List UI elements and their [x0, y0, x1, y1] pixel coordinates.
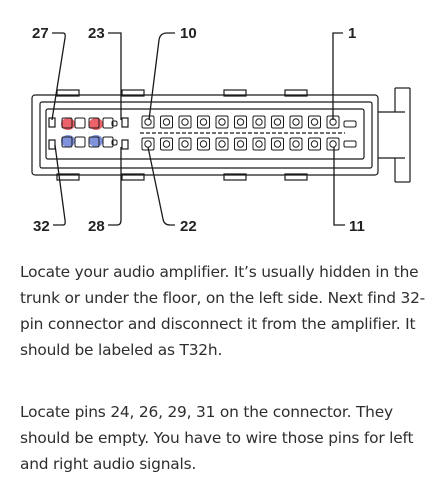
pin-cavity: [163, 141, 169, 147]
pin-cavity: [309, 138, 321, 150]
pin-label-10: 10: [180, 25, 197, 42]
pin-cavity: [311, 119, 317, 125]
pin-cavity: [327, 138, 339, 150]
pin-label-28: 28: [88, 218, 105, 235]
connector-inner-frame: [40, 102, 372, 168]
connector-housing: [32, 95, 378, 175]
pin-cavity: [161, 138, 173, 150]
pin-cavity: [256, 141, 262, 147]
pin-cavity: [145, 119, 151, 125]
pin-cavity: [179, 116, 191, 128]
pin-cavity: [272, 116, 284, 128]
pin-cavity: [290, 116, 302, 128]
pin-cavity: [182, 141, 188, 147]
pin-cavity: [182, 119, 188, 125]
pin-cavity: [75, 137, 85, 147]
instruction-paragraph-2: Locate pins 24, 26, 29, 31 on the connector. They should be empty. You have to wire those pins for left and right audio signals.: [20, 403, 414, 473]
leader-line-10: [149, 33, 175, 120]
leader-line-1: [333, 33, 343, 120]
pin-cavity: [179, 138, 191, 150]
pin-cavity: [142, 116, 154, 128]
pin-label-27: 27: [32, 25, 49, 42]
pin-cavity: [200, 141, 206, 147]
pin-cavity: [274, 119, 280, 125]
pin-cavity: [272, 138, 284, 150]
pin-cavity: [293, 141, 299, 147]
pin-cavity: [161, 116, 173, 128]
pin-cavity: [256, 119, 262, 125]
pin-label-23: 23: [88, 25, 105, 42]
pin-cavity: [309, 116, 321, 128]
pin-cavity: [330, 141, 336, 147]
pin-cavity: [290, 138, 302, 150]
pin-cavity: [344, 121, 356, 127]
coding-key: [49, 140, 55, 149]
pin-label-32: 32: [33, 218, 50, 235]
pin-cavity: [198, 116, 210, 128]
leader-line-27: [52, 33, 65, 120]
pin-cavity: [198, 138, 210, 150]
pin-cavity: [216, 138, 228, 150]
pin-label-11: 11: [349, 218, 365, 235]
pin-cavity: [237, 141, 243, 147]
latch-arm: [378, 88, 410, 182]
pin-cavity: [235, 138, 247, 150]
coding-key: [122, 118, 128, 127]
pin-cavity: [200, 119, 206, 125]
pin-cavity: [237, 119, 243, 125]
pin-cavity: [75, 118, 85, 128]
pin-cavity: [145, 141, 151, 147]
pin-cavity: [216, 116, 228, 128]
pin-cavity: [219, 119, 225, 125]
pin-label-22: 22: [180, 218, 197, 235]
pin-cavity: [235, 116, 247, 128]
pin-cavity: [293, 119, 299, 125]
coding-key: [122, 140, 128, 149]
leader-line-32: [53, 145, 65, 225]
pin-cavity: [163, 119, 169, 125]
leader-line-23: [108, 33, 121, 120]
pin-cavity: [274, 141, 280, 147]
pin-cavity: [344, 141, 356, 147]
pin-cavity: [219, 141, 225, 147]
pin-cavity: [253, 116, 265, 128]
pin-label-1: 1: [348, 25, 357, 42]
instruction-paragraph-1: Locate your audio amplifier. It’s usually hidden in the trunk or under the floor, on the left side. Next find 32-pin connector and disconnect it from the amplifier. It should be labeled as T32h.: [20, 263, 426, 359]
pin-cavity: [311, 141, 317, 147]
highlighted-pins: [61, 118, 103, 147]
pin-cavity: [253, 138, 265, 150]
